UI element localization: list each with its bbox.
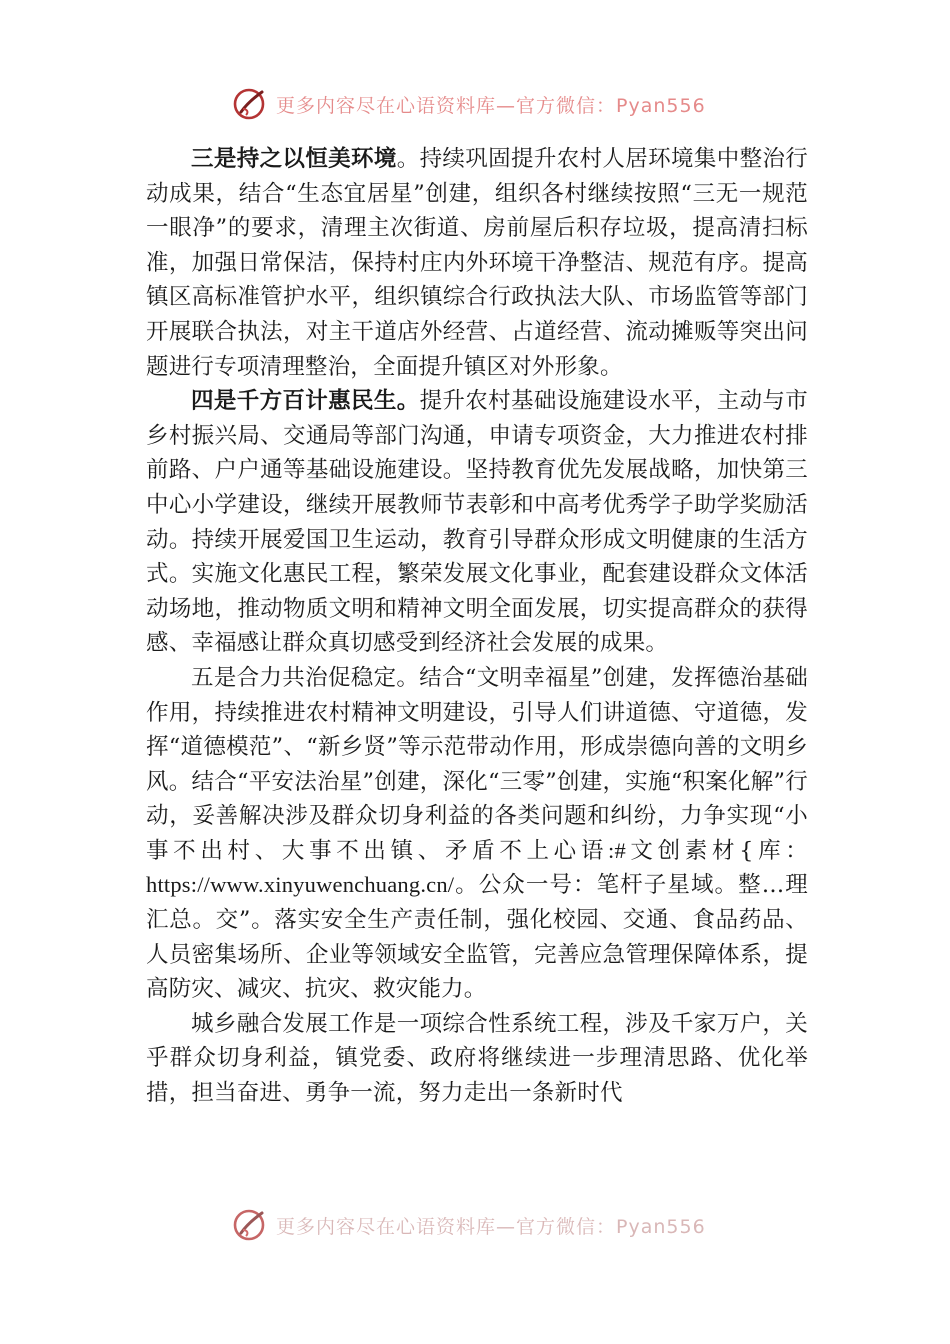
paragraph-text: 城乡融合发展工作是一项综合性系统工程，涉及千家万户，关乎群众切身利益，镇党委、政府将继续进一步理清思路、优化举措，担当奋进、勇争一流，努力走出一条新时代 — [146, 1010, 808, 1107]
header-watermark-banner — [232, 87, 706, 121]
paragraph-stability — [146, 661, 808, 1007]
url-text: https://www.xinyuwenchuang.cn/ — [146, 872, 455, 898]
paragraph-text: 文创素材{库： — [625, 837, 808, 864]
brush-logo-icon — [232, 1208, 268, 1242]
paragraph-environment — [146, 142, 808, 384]
watermark-text: 更多内容尽在心语资料库—官方微信：Pyan556 — [276, 1215, 706, 1238]
paragraph-lead: 三是持之以恒美环境 — [191, 146, 397, 172]
paragraph-conclusion — [146, 1007, 808, 1111]
paragraph-text: 提升农村基础设施建设水平，主动与市乡村振兴局、交通局等部门沟通，申请专项资金，大力推进农村排前路、户户通等基础设施建设。坚持教育优先发展战略，加快第三中心小学建设，继续开展教师节表彰和中高考优秀学子助学奖励活动。持续开展爱国卫生运动，教育引导群众形成文明健康的生活方式。实施文化惠民工程，繁荣发展文化事业，配套建设群众文体活动场地，推动物质文明和精神文明全面发展，切实提高群众的获得感、幸福感让群众真切感受到经济社会发展的成果。 — [146, 388, 808, 657]
paragraph-text-latin: :# — [608, 837, 626, 863]
paragraph-text: 。公众一号：笔杆子星域。整…理汇总。交”。落实安全生产责任制，强化校园、交通、食品药品、人员密集场所、企业等领域安全监管，完善应急管理保障体系，提高防灾、减灾、抗灾、救灾能力。 — [146, 872, 808, 1003]
paragraph-livelihood — [146, 384, 808, 661]
paragraph-text: 。持续巩固提升农村人居环境集中整治行动成果，结合“生态宜居星”创建，组织各村继续按照“三无一规范一眼净”的要求，清理主次街道、房前屋后积存垃圾，提高清扫标准，加强日常保洁，保持村庄内外环境干净整洁、规范有序。提高镇区高标准管护水平，组织镇综合行政执法大队、市场监管等部门开展联合执法，对主干道店外经营、占道经营、流动摊贩等突出问题进行专项清理整治，全面提升镇区对外形象。 — [146, 146, 808, 380]
watermark-text: 更多内容尽在心语资料库—官方微信：Pyan556 — [276, 94, 706, 117]
brush-logo-icon — [232, 87, 268, 121]
document-body — [146, 142, 808, 1111]
paragraph-lead: 四是千方百计惠民生。 — [191, 388, 420, 415]
paragraph-text: 五是合力共治促稳定。结合“文明幸福星”创建，发挥德治基础作用，持续推进农村精神文明建设，引导人们讲道德、守道德，发挥“道德模范”、“新乡贤”等示范带动作用，形成崇德向善的文明乡风。结合“平安法治星”创建，深化“三零”创建，实施“积案化解”行动，妥善解决涉及群众切身利益的各类问题和纠纷，力争实现“小事不出村、大事不出镇、矛盾不上心语 — [146, 664, 808, 864]
footer-watermark-banner — [232, 1208, 706, 1242]
